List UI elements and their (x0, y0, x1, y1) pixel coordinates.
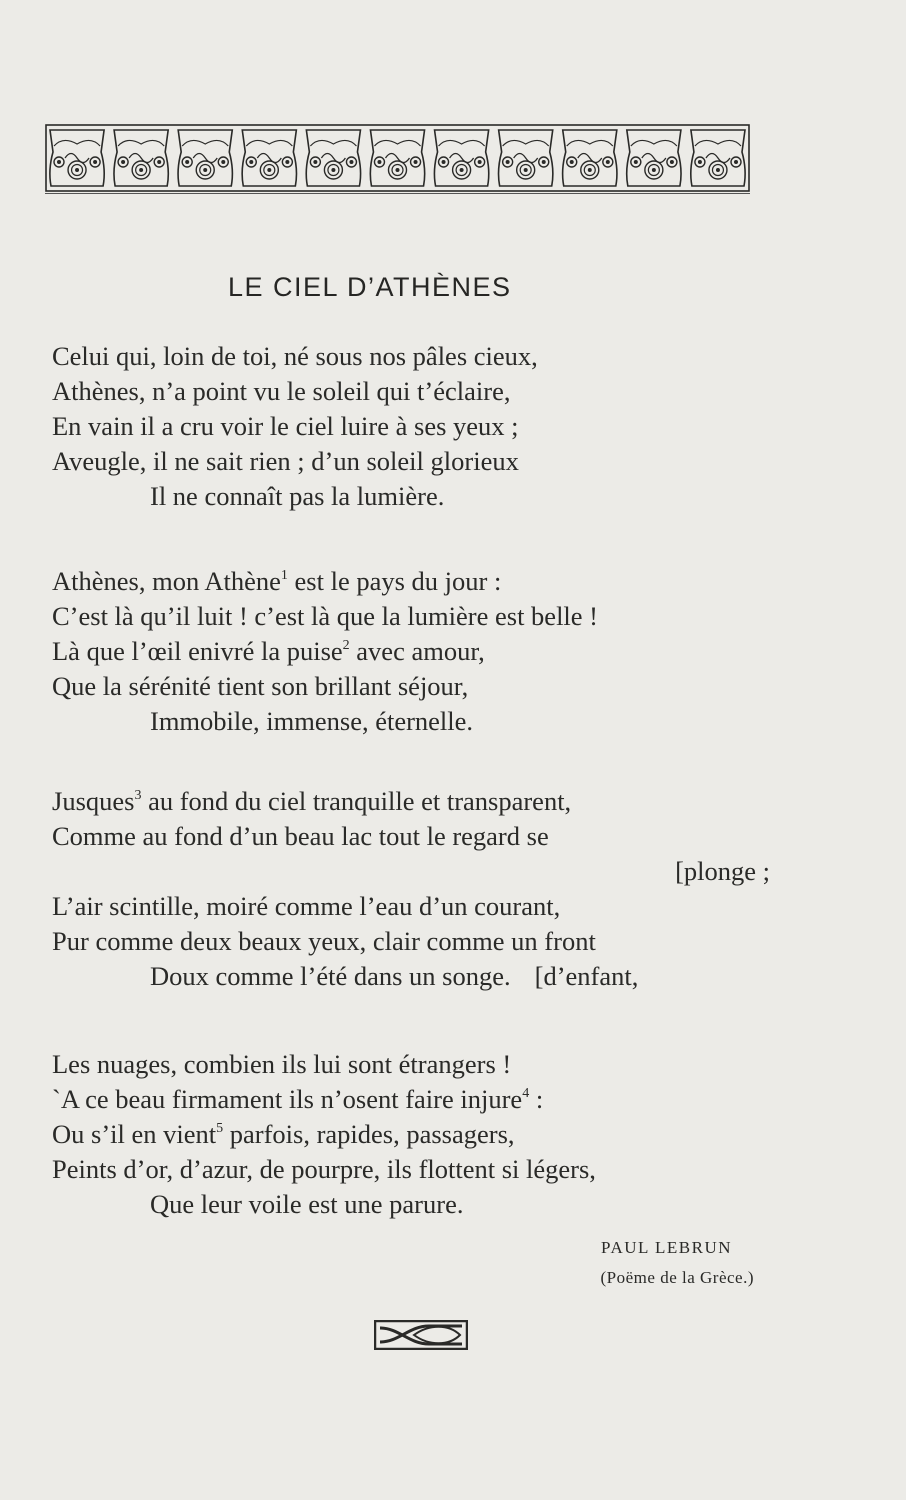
line-text: au fond du ciel tranquille et transparent, (141, 786, 572, 816)
stanza-4-line-1: Les nuages, combien ils lui sont étrangers ! (52, 1049, 512, 1079)
stanza-4-line-4: Peints d’or, d’azur, de pourpre, ils flottent si légers, (52, 1154, 596, 1184)
source-citation: (Poëme de la Grèce.) (600, 1268, 754, 1287)
footnote-mark: 2 (342, 638, 350, 653)
line-text: est le pays du jour : (287, 566, 502, 596)
stanza-4-line-5: Que leur voile est une parure. (150, 1189, 464, 1219)
stanza-3-line-5 (52, 959, 792, 994)
line-text: avec amour, (349, 636, 485, 666)
line-text: `A ce beau firmament ils n’osent faire injure (52, 1084, 523, 1114)
stanza-1-line-1: Celui qui, loin de toi, né sous nos pâles cieux, (52, 341, 538, 371)
line-text: Là que l’œil enivré la puise (52, 636, 343, 666)
stanza-3-line-4: Pur comme deux beaux yeux, clair comme un front (52, 926, 596, 956)
line-text: Athènes, mon Athène (52, 566, 281, 596)
greek-frieze-icon (45, 124, 750, 192)
line-text: Ou s’il en vient (52, 1119, 217, 1149)
stanza-2-line-4: Que la sérénité tient son brillant séjour, (52, 671, 469, 701)
footnote-mark: 4 (522, 1086, 530, 1101)
stanza-2 (52, 564, 792, 739)
stanza-3-line-2: Comme au fond d’un beau lac tout le regard se (52, 821, 549, 851)
stanza-3-line-2-continuation: [plonge ; (675, 856, 770, 886)
stanza-1-line-2: Athènes, n’a point vu le soleil qui t’éclaire, (52, 376, 511, 406)
stanza-3-line-3: L’air scintille, moiré comme l’eau d’un courant, (52, 891, 561, 921)
stanza-1-line-5: Il ne connaît pas la lumière. (150, 481, 445, 511)
author-name: PAUL LEBRUN (601, 1238, 732, 1257)
line-text: Jusques (52, 786, 135, 816)
footnote-mark: 5 (216, 1121, 224, 1136)
line-text: parfois, rapides, passagers, (223, 1119, 515, 1149)
line-text: Doux comme l’été dans un songe. (150, 961, 511, 991)
stanza-2-line-3 (52, 634, 792, 669)
footnote-mark: 1 (280, 568, 288, 583)
stanza-4-line-2 (52, 1082, 792, 1117)
poem-title: LE CIEL D’ATHÈNES (228, 272, 512, 302)
stanza-1-line-3: En vain il a cru voir le ciel luire à ses yeux ; (52, 411, 519, 441)
interlace-ornament-icon (374, 1320, 468, 1350)
stanza-1-line-4: Aveugle, il ne sait rien ; d’un soleil glorieux (52, 446, 519, 476)
stanza-4-line-3 (52, 1117, 792, 1152)
stanza-4 (52, 1047, 792, 1222)
line-continuation: [d’enfant, (534, 961, 639, 991)
stanza-2-line-5: Immobile, immense, éternelle. (150, 706, 474, 736)
footnote-mark: 3 (134, 788, 142, 803)
stanza-3 (52, 784, 792, 994)
stanza-2-line-1 (52, 564, 792, 599)
frieze-rule (45, 193, 750, 194)
stanza-2-line-2: C’est là qu’il luit ! c’est là que la lumière est belle ! (52, 601, 599, 631)
stanza-1 (52, 339, 792, 514)
line-text: : (529, 1084, 544, 1114)
stanza-3-line-1 (52, 784, 792, 819)
